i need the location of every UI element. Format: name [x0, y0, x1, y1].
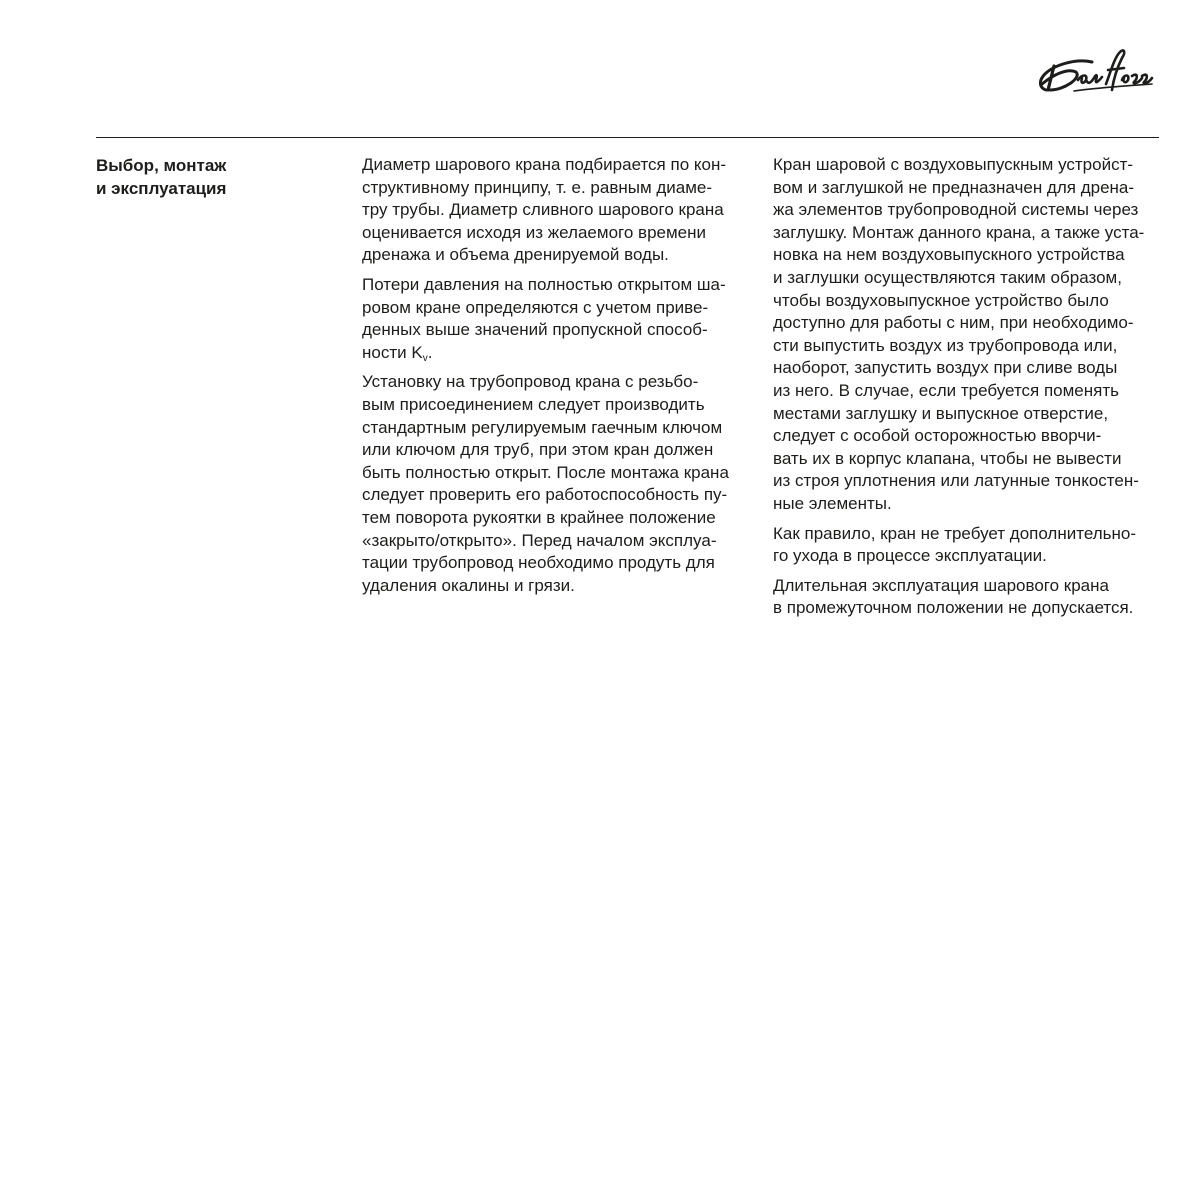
text-line: ровом кране определяются с учетом приве- — [362, 297, 709, 317]
header-divider — [96, 137, 1159, 138]
text-line: в промежуточном положении не допускается. — [773, 598, 1134, 618]
text-line: тем поворота рукоятки в крайнее положение — [362, 507, 716, 527]
text-line: вать их в корпус клапана, чтобы не вывести — [773, 448, 1122, 468]
section-title-line: Выбор, монтаж — [96, 156, 227, 175]
text-line: чтобы воздуховыпускное устройство было — [773, 290, 1109, 310]
text-column-right — [773, 154, 1169, 627]
section-title-line: и эксплуатация — [96, 179, 227, 198]
paragraph-maintenance — [773, 523, 1169, 568]
danfoss-logo-mark — [1034, 44, 1156, 98]
text-line: сти выпустить воздух из трубопровода или, — [773, 335, 1118, 355]
text-line: стандартным регулируемым гаечным ключом — [362, 417, 723, 437]
text-line: тру трубы. Диаметр сливного шарового крана — [362, 200, 724, 220]
text-column-left — [362, 154, 754, 604]
text-line: Диаметр шарового крана подбирается по кон- — [362, 155, 726, 174]
section-title — [96, 154, 336, 200]
kv-subscript: v — [422, 352, 428, 364]
text-line: ные элементы. — [773, 493, 892, 513]
text-line: Установку на трубопровод крана с резьбо- — [362, 372, 699, 392]
text-line-kv — [362, 342, 754, 365]
text-line: доступно для работы с ним, при необходимо- — [773, 313, 1134, 333]
text-line: Длительная эксплуатация шарового крана — [773, 575, 1109, 595]
text-line: или ключом для труб, при этом кран должен — [362, 440, 714, 460]
text-line: оценивается исходя из желаемого времени — [362, 222, 707, 242]
text-line: новка на нем воздуховыпускного устройства — [773, 245, 1125, 265]
text-line: го ухода в процессе эксплуатации. — [773, 546, 1047, 566]
text-line: «закрыто/открыто». Перед началом эксплуа- — [362, 530, 717, 550]
text-line: заглушку. Монтаж данного крана, а также уста- — [773, 222, 1145, 242]
text-line: дренажа и объема дренируемой воды. — [362, 245, 669, 265]
text-line: из строя уплотнения или латунные тонкостен- — [773, 471, 1139, 491]
kv-prefix: ности K — [362, 342, 423, 362]
text-line: следует с особой осторожностью вворчи- — [773, 426, 1102, 446]
text-line: жа элементов трубопроводной системы через — [773, 200, 1139, 220]
text-line: Потери давления на полностью открытом ша- — [362, 274, 726, 294]
text-line: Как правило, кран не требует дополнительно- — [773, 523, 1137, 543]
text-line: тации трубопровод необходимо продуть для — [362, 553, 715, 573]
text-line: и заглушки осуществляются таким образом, — [773, 267, 1122, 287]
text-line: вом и заглушкой не предназначен для дрена- — [773, 177, 1135, 197]
text-line: удаления окалины и грязи. — [362, 575, 575, 595]
danfoss-logo — [1034, 44, 1156, 98]
paragraph-intermediate-position — [773, 575, 1169, 620]
text-line: Кран шаровой с воздуховыпускным устройст- — [773, 155, 1134, 174]
paragraph-installation — [362, 371, 754, 597]
paragraph-pressure-loss — [362, 274, 754, 364]
paragraph-diameter-selection — [362, 154, 754, 267]
text-line: структивному принципу, т. е. равным диаме- — [362, 177, 713, 197]
text-line: денных выше значений пропускной способ- — [362, 320, 708, 340]
kv-suffix: . — [427, 342, 433, 362]
text-line: быть полностью открыт. После монтажа крана — [362, 462, 729, 482]
text-line: из него. В случае, если требуется поменять — [773, 380, 1120, 400]
text-line: наоборот, запустить воздух при сливе воды — [773, 358, 1118, 378]
text-line: местами заглушку и выпускное отверстие, — [773, 403, 1109, 423]
text-line: следует проверить его работоспособность пу- — [362, 485, 728, 505]
text-line: вым присоединением следует производить — [362, 394, 705, 414]
paragraph-air-vent-valve — [773, 154, 1169, 516]
